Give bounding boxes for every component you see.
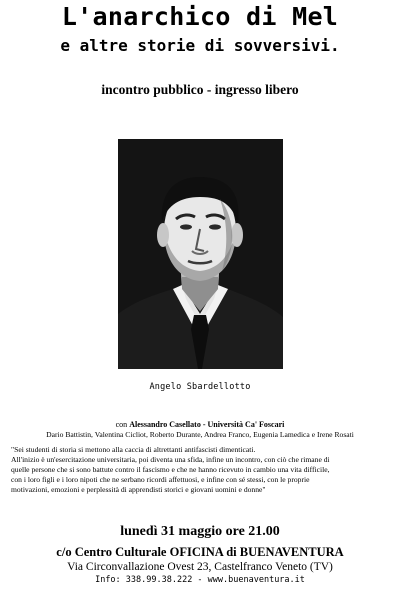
speaker-line bbox=[0, 420, 400, 430]
event-date-time: lunedì 31 maggio ore 21.00 bbox=[120, 524, 280, 539]
quote-line: "Sei studenti di storia si mettono alla caccia di altrettanti antifascisti dimenticati. bbox=[11, 445, 256, 454]
event-address: Via Circonvallazione Ovest 23, Castelfranco Veneto (TV) bbox=[67, 561, 333, 573]
description-quote bbox=[11, 445, 396, 495]
quote-line: quelle persone che si sono battute contro il fascismo e che ne hanno ricevuto in cambio una vita difficile, bbox=[11, 465, 330, 474]
participants-list: Dario Battistin, Valentina Cicliot, Roberto Durante, Andrea Franco, Eugenia Lamedica e Irene Rosati bbox=[46, 430, 354, 439]
quote-line: All'inizio è un'esercitazione universitaria, poi diventa una sfida, infine un incontro, con ciò che rimane di bbox=[11, 455, 330, 464]
contact-info: Info: 338.99.38.222 - www.buenaventura.it bbox=[95, 575, 305, 585]
poster-title: L'anarchico di Mel bbox=[61, 2, 339, 31]
speaker-name: Alessandro Casellato - Università Ca' Foscari bbox=[129, 420, 285, 429]
event-type: incontro pubblico - ingresso libero bbox=[101, 82, 299, 97]
portrait-image bbox=[118, 139, 283, 369]
quote-line: motivazioni, emozioni e perplessità di apprendisti storici e giovani uomini e donne" bbox=[11, 485, 266, 494]
poster-subtitle: e altre storie di sovversivi. bbox=[60, 36, 340, 55]
quote-line: con i loro figli e i loro nipoti che ne serbano ricordi affettuosi, e infine con sé stessi, con le proprie bbox=[11, 475, 310, 484]
portrait-caption: Angelo Sbardellotto bbox=[149, 382, 251, 392]
speaker-prefix: con bbox=[115, 420, 128, 429]
event-venue: c/o Centro Culturale OFICINA di BUENAVENTURA bbox=[56, 545, 344, 559]
